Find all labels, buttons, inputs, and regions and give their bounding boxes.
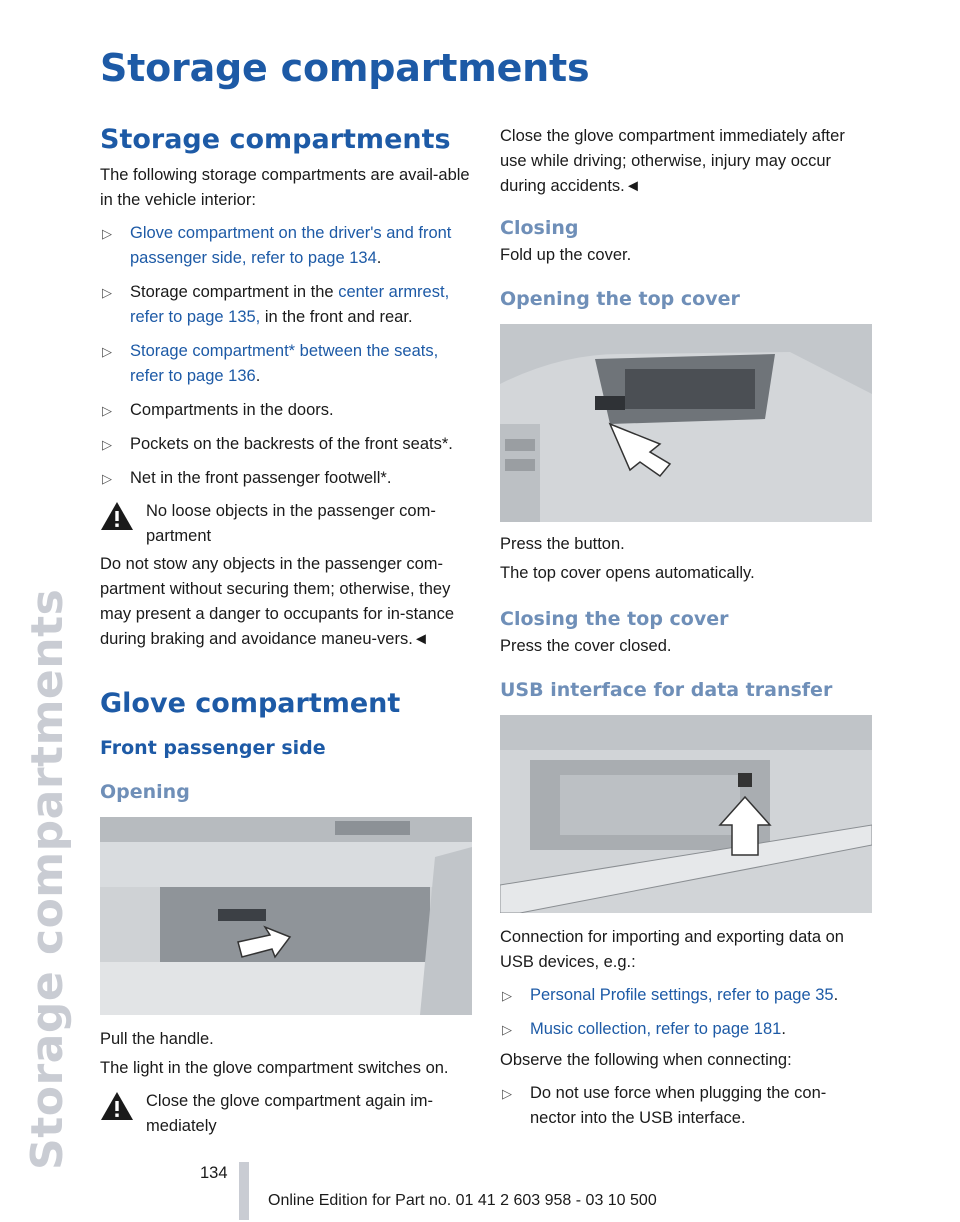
- list-triangle-bullet-icon: ▷: [102, 285, 112, 300]
- usb-interface-photo: [500, 715, 872, 913]
- warning-title: No loose objects in the passenger com-partment: [146, 502, 436, 545]
- link-glove-compartment[interactable]: Glove compartment on the driver's and front passenger side, refer to page 134: [130, 224, 452, 267]
- page-title: Storage compartments: [100, 46, 590, 90]
- subsection-title-front-passenger: Front passenger side: [100, 737, 326, 759]
- list-item: [100, 280, 472, 330]
- section-title-glove: Glove compartment: [100, 688, 401, 719]
- warning-close-body: Close the glove compartment immediately after use while driving; otherwise, injury may occur during accidents.◄: [500, 127, 845, 195]
- link-between-seats[interactable]: Storage compartment* between the seats, refer to page 136: [130, 342, 439, 385]
- warning-title: Close the glove compartment again im-mediately: [146, 1092, 434, 1135]
- subsection-title-closing-top-cover: Closing the top cover: [500, 608, 729, 630]
- observe-text: Observe the following when connecting:: [500, 1051, 792, 1069]
- footer-divider: [239, 1162, 249, 1220]
- opens-automatically-text: The top cover opens automatically.: [500, 564, 755, 582]
- list-item: [500, 1017, 872, 1042]
- glove-compartment-handle-photo: [100, 817, 472, 1015]
- link-personal-profile[interactable]: Personal Profile settings, refer to page 35: [530, 986, 834, 1004]
- list-triangle-bullet-icon: ▷: [102, 403, 112, 418]
- list-item: [100, 398, 472, 423]
- list-item-text: in the front and rear.: [260, 308, 413, 326]
- subsection-title-closing: Closing: [500, 217, 579, 239]
- list-item-text: .: [833, 986, 839, 1004]
- list-item: [100, 466, 472, 491]
- list-item-text: .: [376, 249, 382, 267]
- list-item-text: Net in the front passenger footwell*.: [130, 469, 392, 487]
- list-item-text: Pockets on the backrests of the front seats*.: [130, 435, 453, 453]
- section-title-storage: Storage compartments: [100, 124, 451, 155]
- sidebar-chapter-title-text: Storage compartments: [22, 588, 73, 1170]
- closing-top-cover-text: Press the cover closed.: [500, 637, 672, 655]
- link-center-armrest[interactable]: center armrest, refer to page 135,: [130, 283, 450, 326]
- list-item: [500, 1081, 872, 1131]
- subsection-title-usb: USB interface for data transfer: [500, 679, 833, 701]
- page-number: 134: [200, 1164, 228, 1182]
- warning-triangle-icon: [100, 501, 134, 531]
- list-item-text: Compartments in the doors.: [130, 401, 334, 419]
- list-triangle-bullet-icon: ▷: [102, 226, 112, 241]
- list-triangle-bullet-icon: ▷: [502, 1022, 512, 1037]
- list-item: [100, 432, 472, 457]
- right-column: [500, 124, 872, 1131]
- warning-loose-objects: [100, 499, 472, 549]
- opening-step-pull: Pull the handle.: [100, 1030, 214, 1048]
- list-item-text: .: [781, 1020, 786, 1038]
- list-triangle-bullet-icon: ▷: [502, 1086, 512, 1101]
- footer-edition: Online Edition for Part no. 01 41 2 603 958 - 03 10 500: [268, 1192, 657, 1209]
- list-triangle-bullet-icon: ▷: [102, 344, 112, 359]
- subsection-title-opening: Opening: [100, 781, 190, 803]
- usb-list: [500, 983, 872, 1042]
- left-column: [100, 120, 472, 1139]
- opening-step-light: The light in the glove compartment switches on.: [100, 1059, 449, 1077]
- list-triangle-bullet-icon: ▷: [102, 437, 112, 452]
- top-cover-button-photo: [500, 324, 872, 522]
- intro-text: The following storage compartments are avail-able in the vehicle interior:: [100, 166, 470, 209]
- warning-triangle-icon: [100, 1091, 134, 1121]
- list-item: [100, 221, 472, 271]
- list-item-text: Do not use force when plugging the con-nector into the USB interface.: [530, 1084, 827, 1127]
- list-triangle-bullet-icon: ▷: [502, 988, 512, 1003]
- list-item: [500, 983, 872, 1008]
- closing-text: Fold up the cover.: [500, 246, 632, 264]
- list-item-text: Storage compartment in the: [130, 283, 339, 301]
- storage-list: [100, 221, 472, 491]
- list-triangle-bullet-icon: ▷: [102, 471, 112, 486]
- observe-list: [500, 1081, 872, 1131]
- usb-intro-text: Connection for importing and exporting data on USB devices, e.g.:: [500, 928, 844, 971]
- list-item: [100, 339, 472, 389]
- sidebar-chapter-title: [22, 40, 72, 1180]
- press-button-text: Press the button.: [500, 535, 625, 553]
- list-item-text: .: [255, 367, 261, 385]
- warning-close-glove: [100, 1089, 472, 1139]
- link-music-collection[interactable]: Music collection, refer to page 181: [530, 1020, 782, 1038]
- subsection-title-top-cover: Opening the top cover: [500, 288, 740, 310]
- warning-body: Do not stow any objects in the passenger com-partment without securing them; otherwise, they may present a danger to occupants for in-stance during braking and avoidance maneu-vers.◄: [100, 555, 455, 648]
